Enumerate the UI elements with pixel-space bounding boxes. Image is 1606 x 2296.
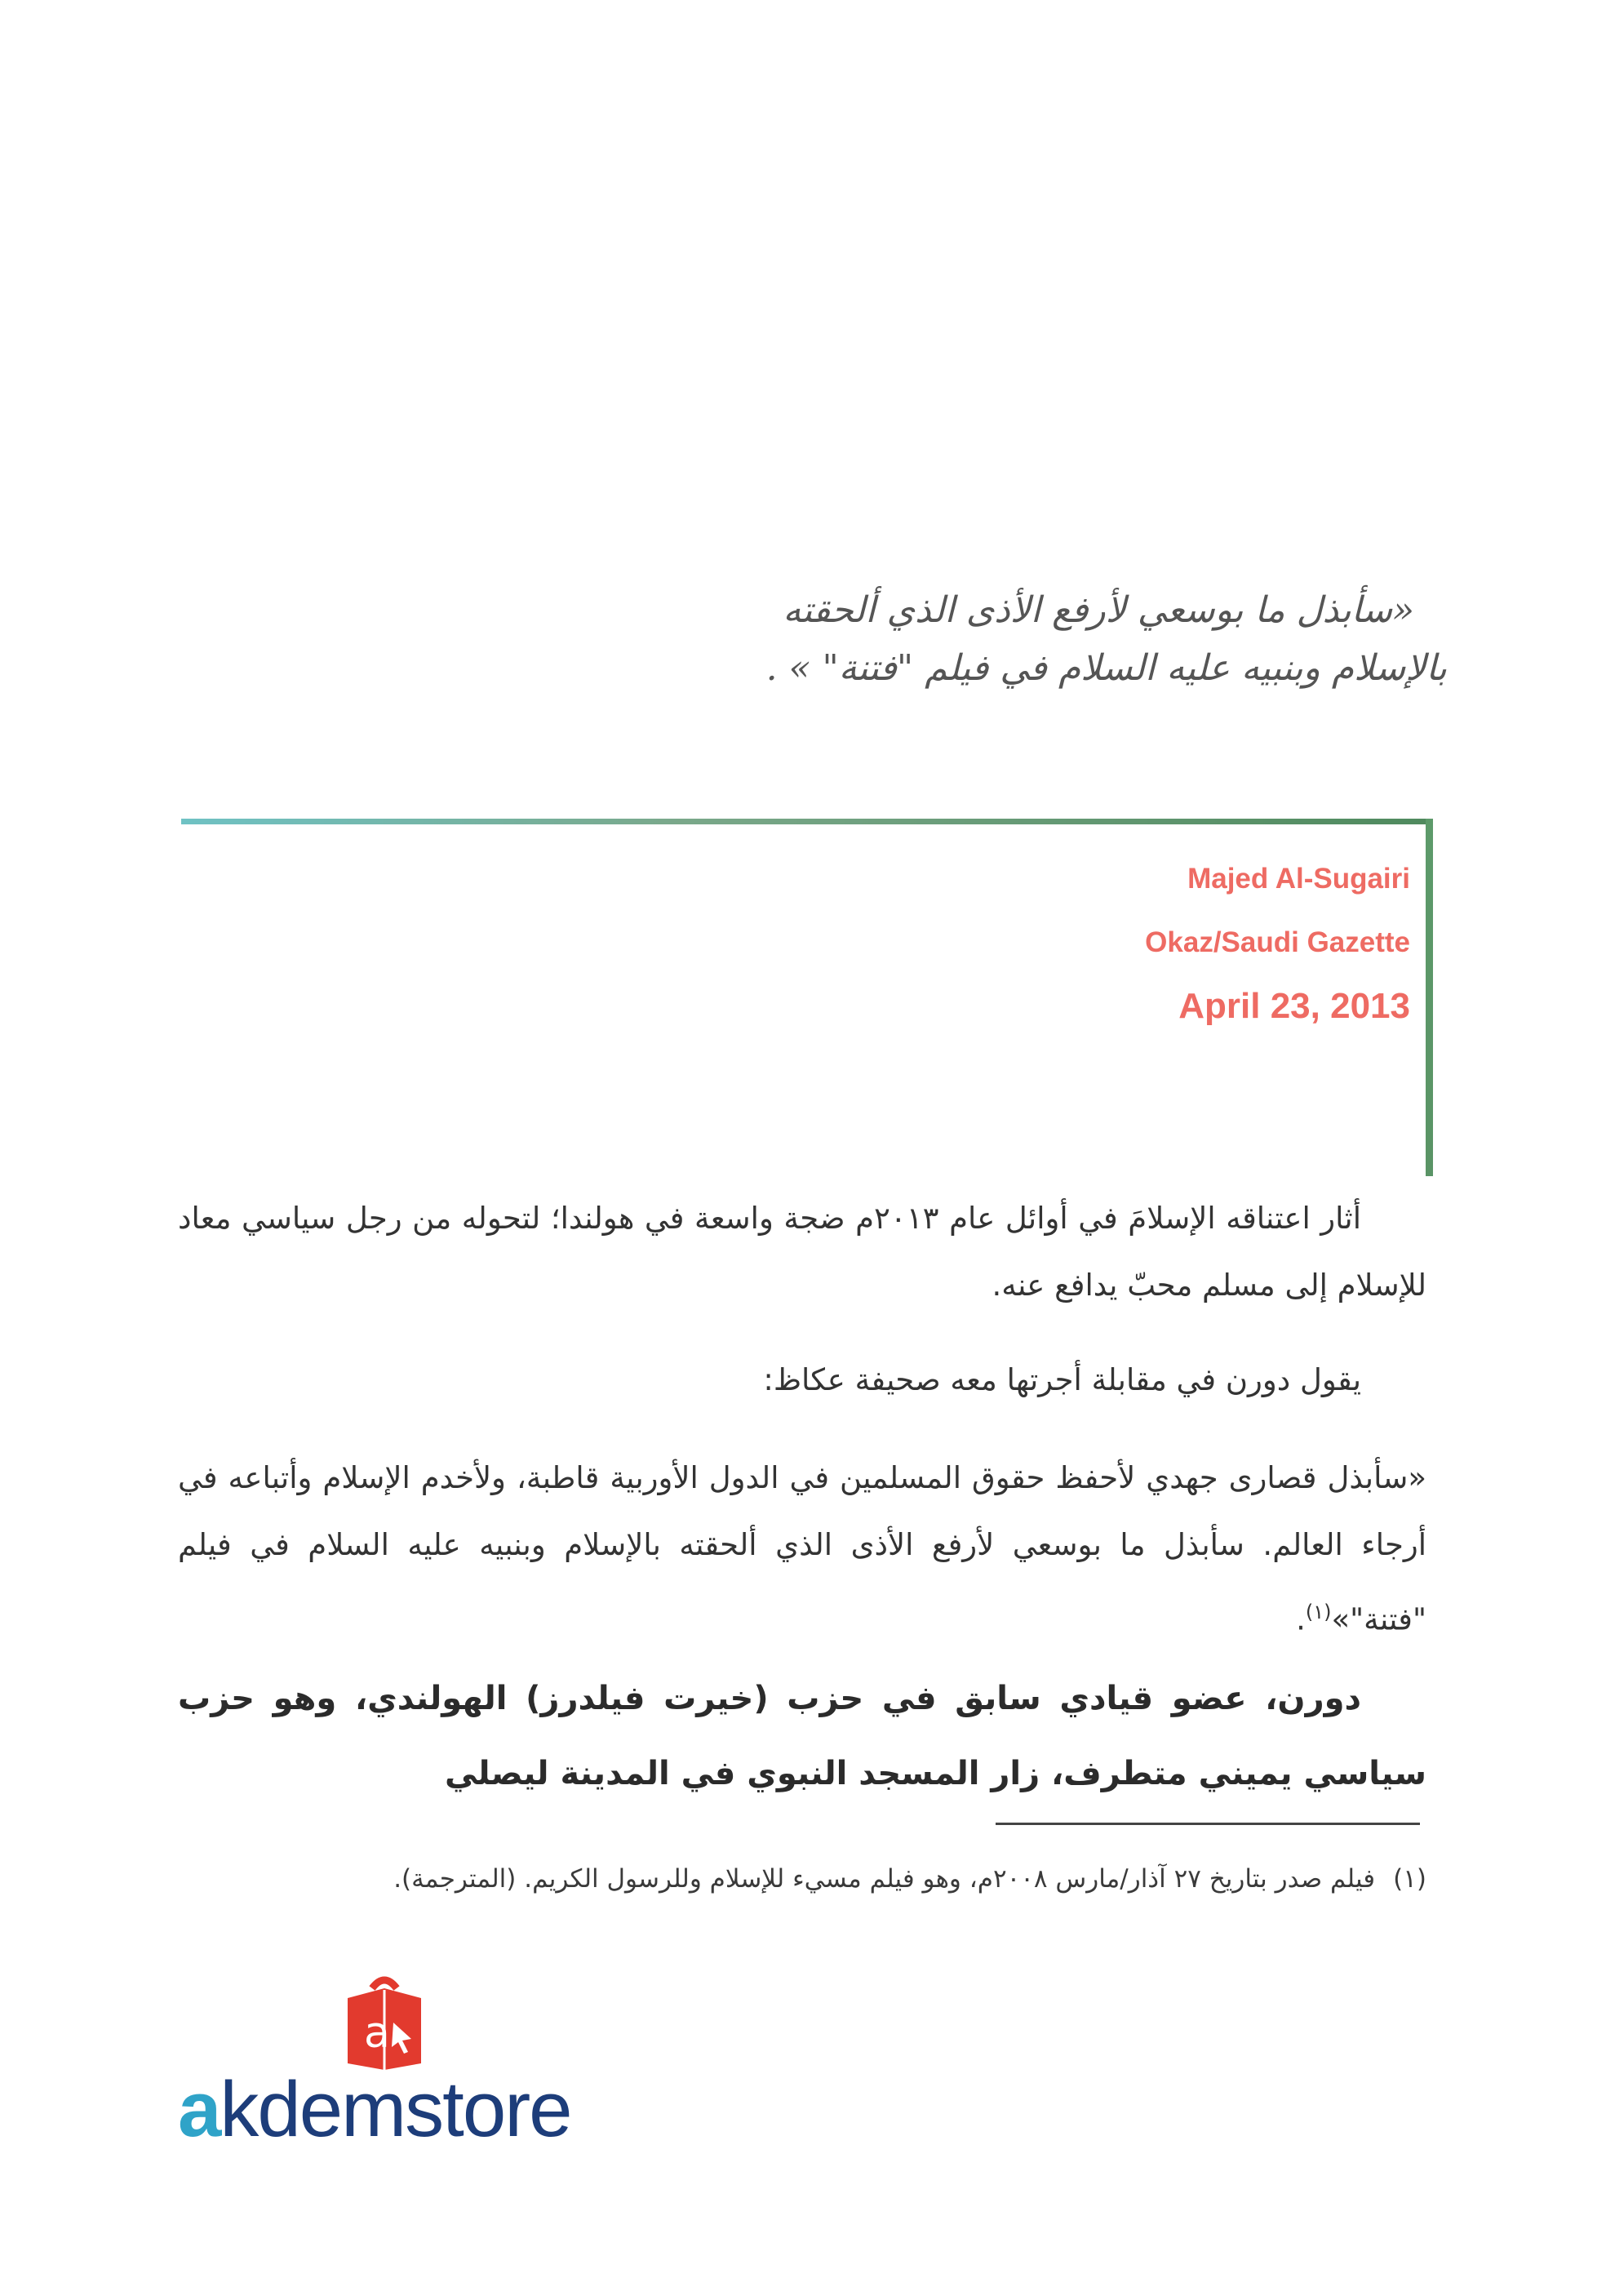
publication-date: April 23, 2013 <box>1178 986 1410 1026</box>
pull-quote-line-1: «سأبذل ما بوسعي لأرفع الأذى الذي ألحقته <box>783 589 1414 631</box>
footnote-separator <box>996 1823 1420 1825</box>
frame-top-line <box>181 819 1431 824</box>
paragraph-quote <box>178 1445 1426 1653</box>
paragraph-bold: دورن، عضو قيادي سابق في حزب (خيرت فيلدرز) الهولندي، وهو حزب سياسي يميني متطرف، زار المسجد النبوي في المدينة ليصلي <box>178 1680 1426 1792</box>
footnote <box>178 1854 1426 1903</box>
paragraph-interview: يقول دورن في مقابلة أجرتها معه صحيفة عكاظ: <box>763 1362 1361 1397</box>
logo-icon-letter: a <box>364 2009 390 2058</box>
footnote-reference[interactable]: (١) <box>1305 1601 1332 1623</box>
author-name: Majed Al-Sugairi <box>1187 863 1410 895</box>
quote-end: . <box>1296 1601 1306 1637</box>
frame-right-line <box>1426 819 1433 1176</box>
akdemstore-logo-text <box>178 2065 571 2155</box>
pull-quote-line-2: بالإسلام وبنبيه عليه السلام في فيلم "فتنة" » . <box>765 646 1447 689</box>
logo-text-a: a <box>178 2066 220 2153</box>
paragraph-intro: أثار اعتناقه الإسلامَ في أوائل عام ٢٠١٣م ضجة واسعة في هولندا؛ لتحوله من رجل سياسي معاد للإسلام إلى مسلم محبّ يدافع عنه. <box>178 1201 1426 1303</box>
logo-text-rest: kdemstore <box>220 2066 571 2153</box>
publication-name: Okaz/Saudi Gazette <box>1145 926 1410 958</box>
akdemstore-logo-icon <box>339 1972 429 2072</box>
quote-text: «سأبذل قصارى جهدي لأحفظ حقوق المسلمين في الدول الأوربية قاطبة، ولأخدم الإسلام وأتباعه في أرجاء العالم. سأبذل ما بوسعي لأرفع الأذى الذي ألحقته بالإسلام وبنبيه عليه السلام في فيلم "فتنة"» <box>178 1460 1426 1637</box>
footnote-text: فيلم صدر بتاريخ ٢٧ آذار/مارس ٢٠٠٨م، وهو فيلم مسيء للإسلام وللرسول الكريم. (المترجمة). <box>393 1864 1376 1894</box>
pull-quote <box>598 589 1447 691</box>
footnote-number: (١) <box>1393 1864 1426 1894</box>
